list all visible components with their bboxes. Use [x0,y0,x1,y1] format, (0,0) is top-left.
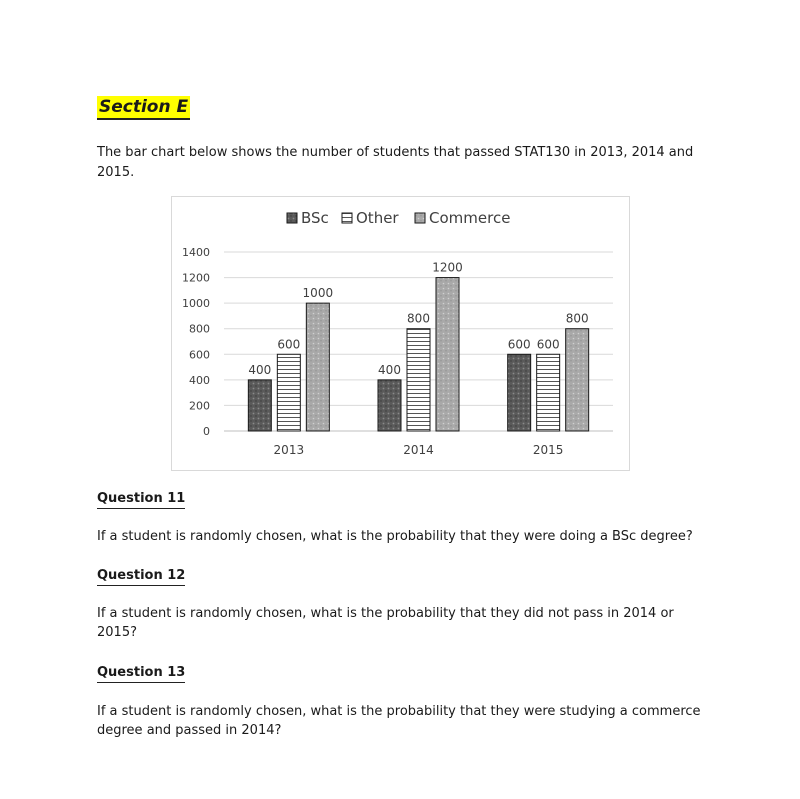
bar-chart [171,196,630,471]
data-label: 600 [277,337,301,352]
x-tick-label: 2015 [532,443,564,457]
bar-bsc-2013 [248,380,271,431]
data-label: 1200 [432,260,463,275]
data-label: 400 [248,362,272,377]
legend-swatch-bsc [287,213,297,223]
question-12-heading: Question 12 [97,567,185,586]
y-tick-label: 0 [203,425,210,438]
data-label: 600 [507,337,531,352]
data-label: 600 [536,337,560,352]
bar-other-2013 [277,354,300,431]
intro-paragraph: The bar chart below shows the number of students that passed STAT130 in 2013, 2014 and 2015. [97,145,694,180]
bar-bsc-2014 [378,380,401,431]
question-11-text: If a student is randomly chosen, what is the probability that they were doing a BSc degree? [97,529,693,544]
legend-swatch-other [342,213,352,223]
question-11-heading: Question 11 [97,490,185,509]
section-title: Section E [97,96,190,120]
data-label: 800 [407,311,430,326]
bar-commerce-2014 [436,278,459,431]
legend-label-bsc: BSc [301,209,329,227]
y-tick-label: 1000 [182,297,210,311]
data-label: 800 [565,311,589,326]
legend-swatch-commerce [415,213,425,223]
y-tick-label: 1400 [182,246,210,259]
x-tick-label: 2014 [403,443,434,457]
y-tick-label: 1200 [182,271,210,285]
bar-chart-svg [172,197,629,470]
y-tick-label: 400 [189,373,210,387]
legend-label-commerce: Commerce [429,209,511,227]
legend-label-other: Other [356,209,399,227]
bar-bsc-2015 [508,354,531,431]
question-13-heading: Question 13 [97,664,185,683]
y-tick-label: 200 [189,399,210,413]
y-tick-label: 800 [189,322,210,336]
bar-other-2014 [407,329,430,431]
question-13-text: If a student is randomly chosen, what is the probability that they were studying a commerce degree and passed in 2014? [97,704,701,738]
y-tick-label: 600 [189,348,210,362]
data-label: 1000 [302,286,334,301]
bar-commerce-2015 [566,329,589,431]
x-tick-label: 2013 [273,443,305,457]
question-12-text: If a student is randomly chosen, what is the probability that they did not pass in 2014 or 2015? [97,606,674,640]
bar-commerce-2013 [306,303,329,431]
bar-other-2015 [537,354,560,431]
data-label: 400 [378,362,401,377]
